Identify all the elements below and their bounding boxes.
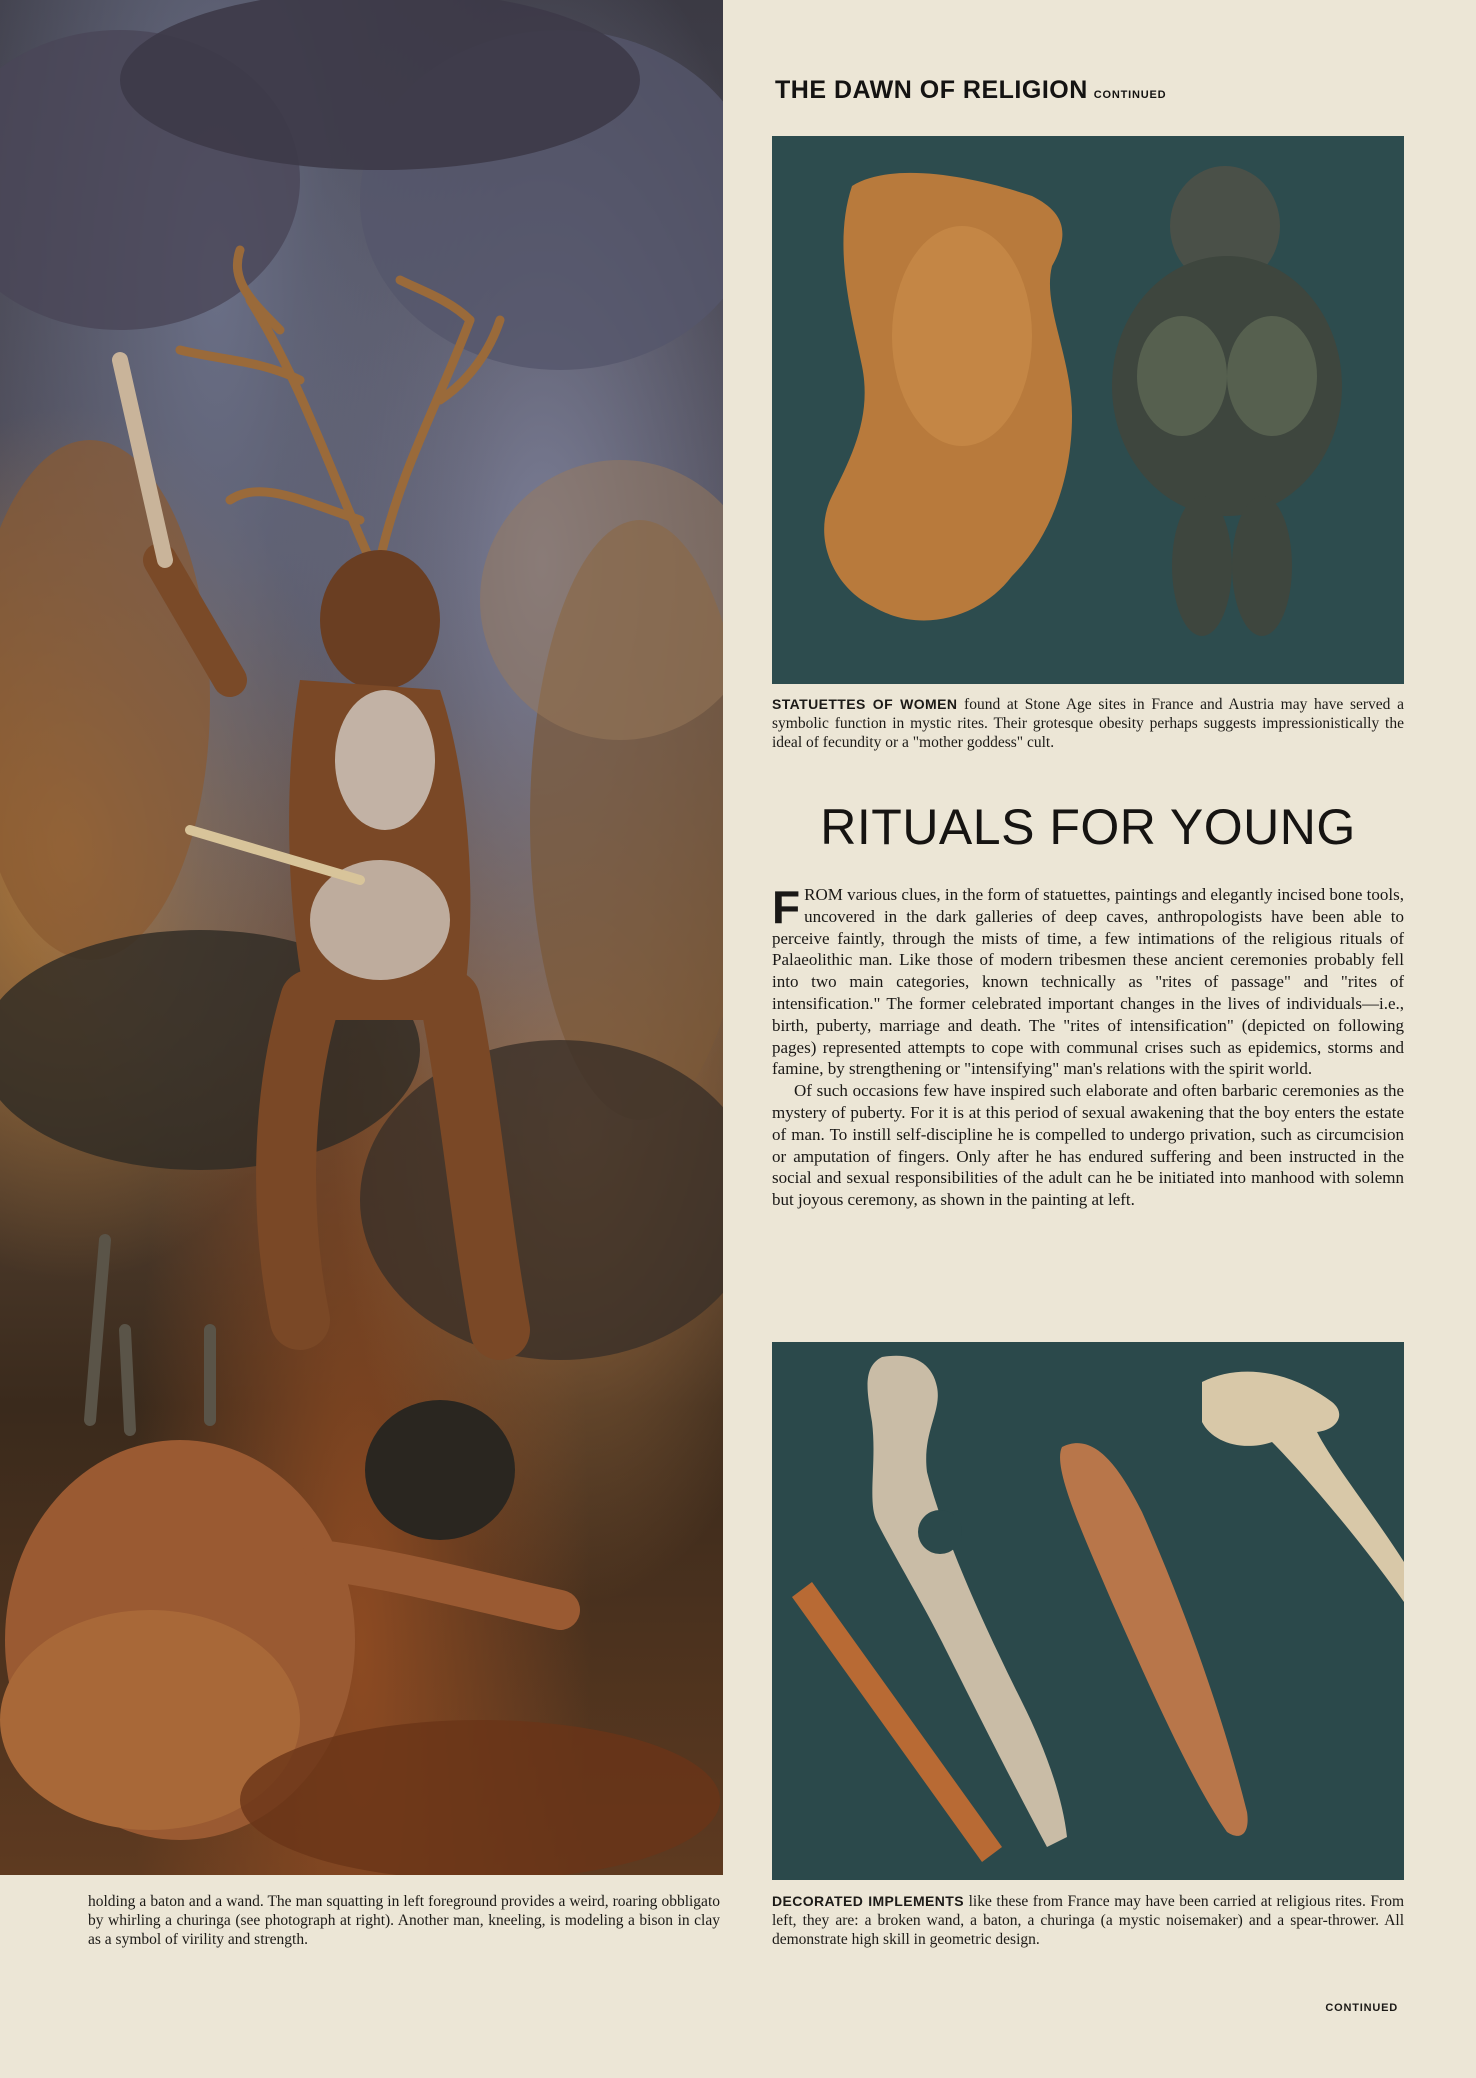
header-title: THE DAWN OF RELIGION <box>775 76 1088 104</box>
implements-caption-text: like these from France may have been carried at religious rites. From left, they are: a broken wand, a baton, a churinga (a mystic noisemaker) and a spear-thrower. All demonstrate high skill in geometric design. <box>772 1893 1404 1948</box>
article-body <box>772 881 1404 1211</box>
implements-photo <box>772 1342 1404 1880</box>
painting-artwork <box>0 0 723 1875</box>
implements-caption <box>772 1892 1404 1949</box>
running-header <box>775 76 1166 105</box>
article-title: RITUALS FOR YOUNG <box>820 799 1356 855</box>
paragraph-2: Of such occasions few have inspired such elaborate and often barbaric ceremonies as the mystery of puberty. For it is at this period of sexual awakening that the boy enters the estate of man. To instill self-discipline he is compelled to undergo privation, such as circumcision or amputation of fingers. Only after he has endured suffering and been instructed in the social and sexual responsibilities of the adult can he be initiated into manhood with solemn but joyous ceremony, as shown in the painting at left. <box>772 1081 1404 1210</box>
drop-cap: F <box>772 881 801 933</box>
implements-artwork <box>772 1342 1404 1880</box>
statuettes-caption <box>772 695 1404 752</box>
statuettes-artwork <box>772 136 1404 684</box>
paragraph-1-text: ROM various clues, in the form of statuettes, paintings and elegantly incised bone tools, uncovered in the dark galleries of deep caves, anthropologists have been able to perceive faintly, through the mists of time, a few intimations of the religious rituals of Palaeolithic man. Like those of modern tribesmen these ancient ceremonies probably fell into two main categories, known technically as "rites of passage" and "rites of intensification." The former celebrated important changes in the lives of individuals—i.e., birth, puberty, marriage and death. The "rites of intensification" (depicted on following pages) represented attempts to cope with communal crises such as epidemics, storms and famine, by strengthening or "intensifying" man's relations with the spirit world. <box>772 885 1404 1079</box>
statuettes-caption-text: found at Stone Age sites in France and Austria may have served a symbolic function in mystic rites. Their grotesque obesity perhaps suggests impressionistically the ideal of fecundity or a "mother goddess" cult. <box>772 696 1404 751</box>
paragraph-1 <box>772 881 1404 1080</box>
statuettes-caption-lead: STATUETTES OF WOMEN <box>772 696 958 712</box>
cave-ritual-painting <box>0 0 723 1875</box>
implements-caption-lead: DECORATED IMPLEMENTS <box>772 1893 964 1909</box>
header-continued: CONTINUED <box>1093 89 1167 101</box>
painting-caption: holding a baton and a wand. The man squatting in left foreground provides a weird, roaring obbligato by whirling a churinga (see photograph at right). Another man, kneeling, is modeling a bison in clay as a symbol of virility and strength. <box>88 1893 720 1948</box>
statuettes-photo <box>772 136 1404 684</box>
footer-continued: CONTINUED <box>1325 2002 1398 2014</box>
